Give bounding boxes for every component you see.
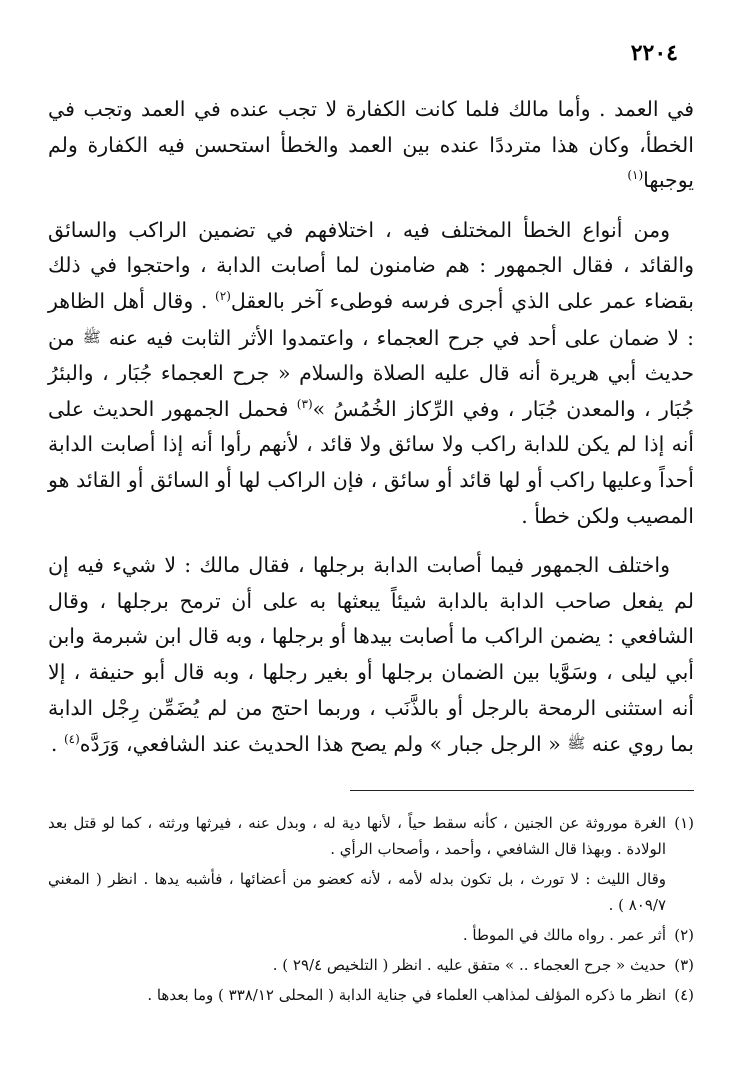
paragraph-3 (48, 548, 694, 763)
salla-ligature: ﷺ (567, 734, 586, 753)
footnote-number: (١) (674, 814, 694, 832)
footnote-ref-3[interactable]: (٣) (296, 396, 313, 411)
footnote-text: وقال الليث : لا تورث ، بل تكون بدله لأمه ، لأنه كعضو من أعضائها ، فأشبه يدها . انظر ( المغني ٨٠٩/٧ ) . (48, 870, 666, 914)
page-number: ٢٢٠٤ (630, 40, 678, 66)
footnote-text: أثر عمر . رواه مالك في الموطأ . (462, 926, 666, 944)
footnote-separator (350, 790, 694, 791)
paragraph-2 (48, 213, 694, 534)
paragraph-1 (48, 92, 694, 199)
paragraph-2-text-d: فحمل الجمهور الحديث على أنه إذا لم يكن للدابة راكب ولا سائق ولا قائد ، لأنهم رأوا أنه إذا أصابت الدابة أحداً وعليها راكب أو لها قائد أو سائق ، فإن الراكب لها أو السائق أو القائد هو المصيب ولكن خطأ . (48, 396, 694, 528)
footnote-text: انظر ما ذكره المؤلف لمذاهب العلماء في جناية الدابة ( المحلى ٣٣٨/١٢ ) وما بعدها . (147, 986, 666, 1004)
footnote-text: الغرة موروثة عن الجنين ، كأنه سقط حياً ، لأنها دية له ، وبدل عنه ، فيرثها ورثته ، كما لو قتل بعد الولادة . وبهذا قال الشافعي ، وأحمد ، وأصحاب الرأي . (48, 814, 666, 858)
footnotes (48, 810, 694, 1012)
paragraph-3-text-c: . (50, 732, 64, 757)
footnote-1-continued (48, 866, 694, 918)
paragraph-3-text-b: « الرجل جبار » ولم يصح هذا الحديث عند الشافعي، وَرَدَّه (79, 732, 568, 757)
footnote-number: (٢) (674, 926, 694, 944)
paragraph-1-text: في العمد . وأما مالك فلما كانت الكفارة لا تجب عنده في العمد وتجب في الخطأ، وكان هذا مترددًا عنده بين العمد والخطأ استحسن فيه الكفارة ولم يوجبها (48, 97, 694, 193)
paragraph-2-text-a: ومن أنواع الخطأ المختلف فيه ، اختلافهم في تضمين الراكب والسائق والقائد ، فقال الجمهور : هم ضامنون لما أصابت الدابة ، واحتجوا في ذلك بقضاء عمر على الذي أجرى فرسه فوطىء آخر بالعقل (48, 217, 694, 313)
footnote-4 (48, 982, 694, 1008)
footnote-2 (48, 922, 694, 948)
footnote-number: (٣) (674, 956, 694, 974)
footnote-1 (48, 810, 694, 862)
footnote-number: (٤) (674, 986, 694, 1004)
footnote-ref-1[interactable]: (١) (627, 168, 644, 183)
footnote-ref-2[interactable]: (٢) (215, 288, 231, 303)
paragraph-3-text-a: واختلف الجمهور فيما أصابت الدابة برجلها ، فقال مالك : لا شيء فيه إن لم يفعل صاحب الدابة بالدابة شيئاً يبعثها به على أن ترمح برجلها ، وقال الشافعي : يضمن الراكب ما أصابت بيدها أو برجلها ، وبه قال ابن شبرمة وابن أبي ليلى ، وسَوَّيا بين الضمان برجلها أو بغير رجلها ، وبه قال أبو حنيفة ، إلا أنه استثنى الرمحة بالرجل أو بالذَّنَب ، وربما احتج من لم يُضَمِّن رِجْل الدابة بما روي عنه (48, 553, 694, 757)
footnote-ref-4[interactable]: (٤) (63, 732, 80, 747)
footnote-text: حديث « جرح العجماء .. » متفق عليه . انظر ( التلخيص ٢٩/٤ ) . (272, 956, 666, 974)
salla-ligature: ﷺ (82, 327, 101, 346)
footnote-3 (48, 952, 694, 978)
paragraph-2-text-c: من حديث أبي هريرة أنه قال عليه الصلاة والسلام « جرح العجماء جُبَار ، والبئرُ جُبَار ، والمعدن جُبَار ، وفي الرِّكاز الخُمُسُ » (48, 325, 694, 421)
paragraph-2-text-b: . وقال أهل الظاهر : لا ضمان على أحد في جرح العجماء ، واعتمدوا الأثر الثابت فيه عنه (48, 288, 695, 350)
main-text (48, 92, 694, 763)
